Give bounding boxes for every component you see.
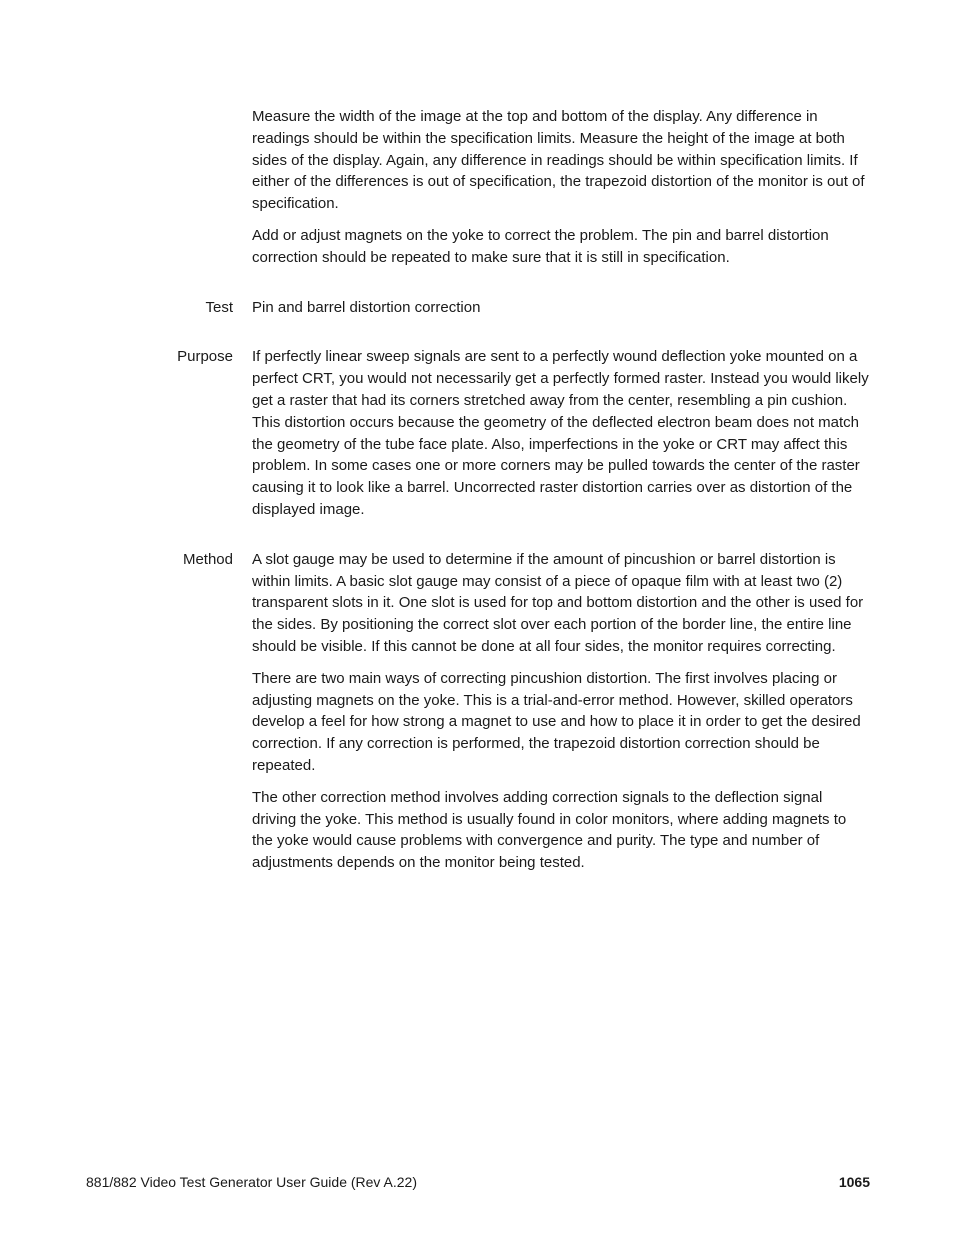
test-text: Pin and barrel distortion correction — [252, 298, 481, 316]
purpose-label: Purpose — [177, 348, 233, 366]
page-content — [0, 106, 954, 884]
page-footer — [86, 1173, 870, 1191]
method-paragraph-3: The other correction method involves adding correction signals to the deflection signal driving the yoke. This method is usually found in color monitors, where adding magnets to the yoke would cause problems with convergence and purity. The type and number of adjustments depends on the monitor being tested. — [252, 788, 847, 872]
test-section — [205, 297, 870, 319]
method-label: Method — [182, 550, 233, 568]
method-section — [182, 549, 870, 874]
intro-paragraph-1: Measure the width of the image at the top and bottom of the display. Any difference in readings should be within the specification limits. Measure the height of the image at both sides of the display. Again, any difference in readings should be within specification limits. If either of the differences is out of specification, the trapezoid distortion of the monitor is out of specification. — [252, 108, 865, 213]
purpose-section — [177, 346, 870, 520]
method-paragraph-2: There are two main ways of correcting pincushion distortion. The first involves placing or adjusting magnets on the yoke. This is a trial-and-error method. However, skilled operators develop a feel for how strong a magnet to use and how to place it in order to get the desired correction. If any correction is performed, the trapezoid distortion correction should be repeated. — [252, 669, 861, 774]
test-label: Test — [205, 298, 233, 316]
method-paragraph-1: A slot gauge may be used to determine if the amount of pincushion or barrel distortion is within limits. A basic slot gauge may consist of a piece of opaque film with at least two (2) transparent slots in it. One slot is used for top and bottom distortion and the other is used for the sides. By positioning the correct slot over each portion of the border line, the entire line should be visible. If this cannot be done at all four sides, the monitor requires correcting. — [252, 550, 864, 655]
purpose-text: If perfectly linear sweep signals are sent to a perfectly wound deflection yoke mounted on a perfect CRT, you would not necessarily get a perfectly formed raster. Instead you would likely get a raster that had its corners stretched away from the center, resembling a pin cushion. This distortion occurs because the geometry of the deflected electron beam does not match the geometry of the tube face plate. Also, imperfections in the yoke or CRT may affect this problem. In some cases one or more corners may be pulled towards the center of the raster causing it to look like a barrel. Uncorrected raster distortion carries over as distortion of the displayed image. — [252, 348, 869, 518]
footer-title: 881/882 Video Test Generator User Guide (Rev A.22) — [86, 1174, 418, 1190]
intro-paragraph-2: Add or adjust magnets on the yoke to correct the problem. The pin and barrel distortion correction should be repeated to make sure that it is still in specification. — [252, 226, 829, 266]
page-number: 1065 — [838, 1174, 870, 1190]
